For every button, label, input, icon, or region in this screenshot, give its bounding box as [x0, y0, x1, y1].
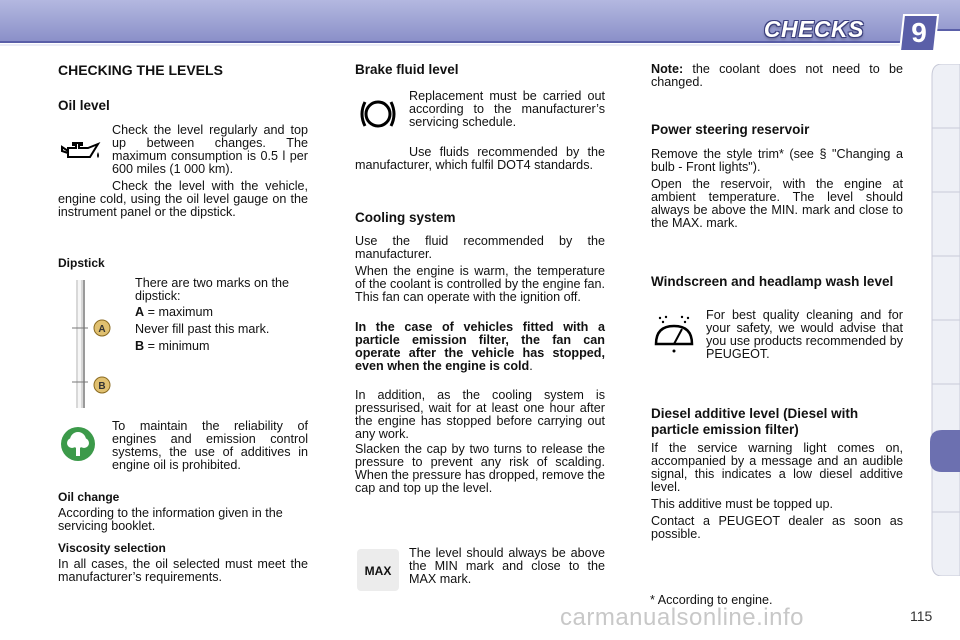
- max-level-note: The level should always be above the MIN mark and close to the MAX mark.: [409, 546, 605, 586]
- mark-b-letter: B: [135, 339, 145, 353]
- cooling-fan-warning: In the case of vehicles fitted with a particle emission filter, the fan can operate after the vehicle has stopped, even when the engine is cold: [355, 320, 605, 373]
- washer-text: For best quality cleaning and for your safety, we would advise that you use products recommended by PEUGEOT.: [706, 308, 903, 361]
- viscosity-text: In all cases, the oil selected must meet the manufacturer’s requirements.: [58, 557, 308, 584]
- mark-a-text: = maximum: [147, 305, 214, 319]
- chapter-number: 9: [911, 17, 927, 48]
- mark-b-text: = minimum: [147, 339, 210, 353]
- oil-change-text: According to the information given in the servicing booklet.: [58, 506, 283, 533]
- dipstick-label-b: B: [98, 381, 106, 392]
- viscosity-heading: Viscosity selection: [58, 541, 166, 555]
- note-label: Note:: [651, 62, 684, 76]
- oil-level-para-2: Check the level with the vehicle, engine cold, using the oil level gauge on the instrument panel or the dipstick.: [58, 179, 308, 219]
- cooling-para-1: Use the fluid recommended by the manufacturer.: [355, 234, 605, 261]
- mark-a-letter: A: [135, 305, 145, 319]
- dipstick-illustration: [66, 278, 118, 410]
- dipstick-warning: Never fill past this mark.: [135, 322, 270, 336]
- diesel-para-1: If the service warning light comes on, accompanied by a message and an audible signal, this indicates a low diesel additive level.: [651, 441, 903, 494]
- active-chapter-tab[interactable]: [928, 430, 960, 472]
- diesel-para-2: This additive must be topped up.: [651, 497, 834, 511]
- brake-fluid-heading: Brake fluid level: [355, 62, 459, 77]
- diesel-additive-heading: Diesel additive level (Diesel with particle emission filter): [651, 406, 859, 437]
- dipstick-mark-a: [135, 306, 213, 319]
- note-text: the coolant does not need to be changed.: [651, 62, 903, 89]
- cooling-system-heading: Cooling system: [355, 210, 456, 225]
- page-section-title: CHECKING THE LEVELS: [58, 62, 223, 78]
- oil-level-para-1: Check the level regularly and top up between changes. The maximum consumption is 0.5 l per 600 miles (1 000 km).: [112, 123, 308, 176]
- cooling-para-5: Slacken the cap by two turns to release the pressure to prevent any risk of scalding. When the pressure has dropped, remove the cap and top up the level.: [355, 442, 605, 495]
- additives-note: To maintain the reliability of engines and emission control systems, the use of additives in engine oil is prohibited.: [112, 419, 308, 472]
- power-steering-para-2: Open the reservoir, with the engine at ambient temperature. The level should always be above the MIN. mark and close to the MAX. mark.: [651, 177, 903, 230]
- dipstick-mark-b: [135, 340, 210, 353]
- diesel-para-3: Contact a PEUGEOT dealer as soon as possible.: [651, 514, 903, 541]
- power-steering-para-1: Remove the style trim* (see § "Changing a bulb - Front lights").: [651, 147, 903, 174]
- cooling-para-4: In addition, as the cooling system is pressurised, wait for at least one hour after the engine has stopped before carrying out any work.: [355, 388, 605, 441]
- oil-can-icon: [60, 140, 102, 162]
- coolant-note: [651, 63, 903, 89]
- oil-level-heading: Oil level: [58, 98, 110, 113]
- max-label: MAX: [364, 564, 392, 578]
- brake-para-2: Use fluids recommended by the manufacturer, which fulfil DOT4 standards.: [355, 145, 605, 172]
- brake-warning-icon: [358, 96, 398, 132]
- footnote: * According to engine.: [650, 593, 773, 607]
- page-number: 115: [910, 608, 933, 624]
- dipstick-intro: There are two marks on the dipstick:: [135, 276, 289, 303]
- chapter-side-tabs: [928, 64, 960, 576]
- chapter-title: CHECKS: [763, 16, 864, 42]
- oil-change-heading: Oil change: [58, 490, 120, 504]
- power-steering-heading: Power steering reservoir: [651, 122, 810, 137]
- brake-para-1: Replacement must be carried out according to the manufacturer’s servicing schedule.: [409, 89, 605, 129]
- cooling-para-2: When the engine is warm, the temperature of the coolant is controlled by the engine fan. This fan can operate with the ignition off.: [355, 264, 605, 304]
- environment-tree-icon: [60, 426, 96, 462]
- cooling-para-3: [355, 321, 605, 373]
- dipstick-heading: Dipstick: [58, 256, 105, 270]
- washer-fluid-icon: [652, 314, 696, 354]
- dipstick-label-a: A: [98, 324, 106, 335]
- cooling-para-3-end: .: [529, 359, 533, 373]
- washer-heading: Windscreen and headlamp wash level: [651, 274, 894, 289]
- watermark: carmanualsonline.info: [560, 604, 804, 631]
- max-level-icon: [357, 549, 399, 591]
